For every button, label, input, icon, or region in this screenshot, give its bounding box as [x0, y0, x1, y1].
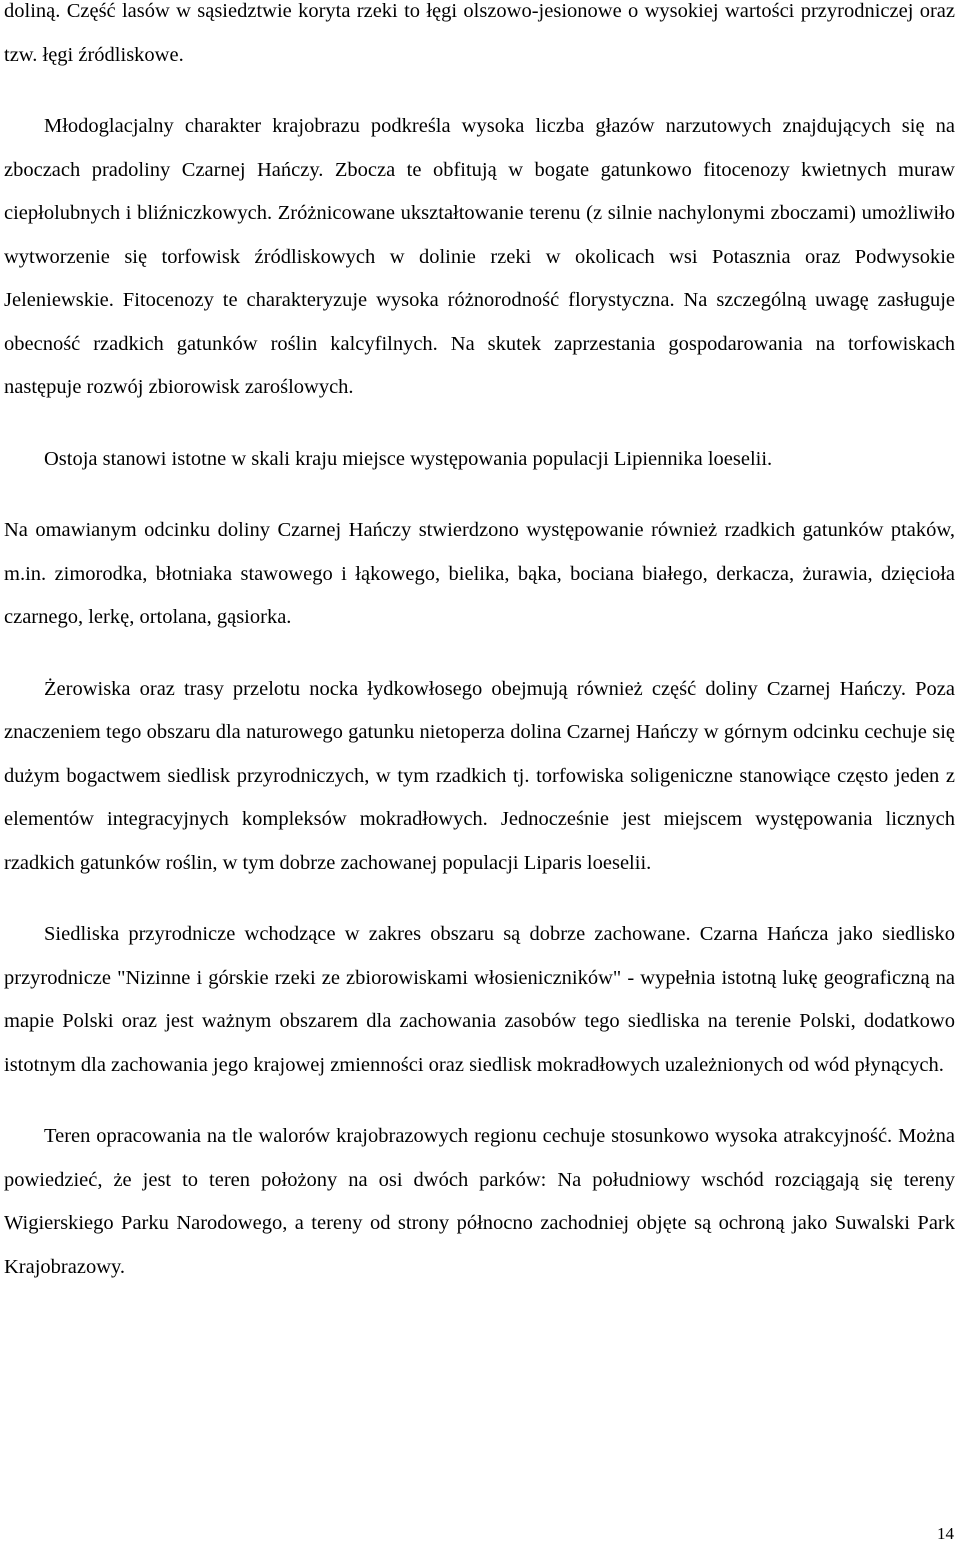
paragraph-landscape: Młodoglacjalny charakter krajobrazu podkreśla wysoka liczba głazów narzutowych znajdujących się na zboczach pradoliny Czarnej Hańczy. Zbocza te obfitują w bogate gatunkowo fitocenozy kwietnych muraw ciepłolubnych i bliźniczkowych. Zróżnicowane ukształtowanie terenu (z silnie nachylonymi zboczami) umożliwiło wytworzenie się torfowisk źródliskowych w dolinie rzeki w okolicach wsi Potasznia oraz Podwysokie Jeleniewskie. Fitocenozy te charakteryzuje wysoka różnorodność florystyczna. Na szczególną uwagę zasługuje obecność rzadkich gatunków roślin kalcyfilnych. Na skutek zaprzestania gospodarowania na torfowiskach następuje rozwój zbiorowisk zaroślowych.: [4, 115, 955, 398]
paragraph-gap: [4, 640, 955, 668]
document-page: [4, 0, 955, 1289]
paragraph-gap: [4, 885, 955, 913]
paragraph-gap: [4, 1087, 955, 1115]
paragraph-bats: Żerowiska oraz trasy przelotu nocka łydkowłosego obejmują również część doliny Czarnej Hańczy. Poza znaczeniem tego obszaru dla naturowego gatunku nietoperza dolina Czarnej Hańczy w górnym odcinku cechuje się dużym bogactwem siedlisk przyrodniczych, w tym rzadkich tj. torfowiska soligeniczne stanowiące często jeden z elementów integracyjnych kompleksów mokradłowych. Jednocześnie jest miejscem występowania licznych rzadkich gatunków roślin, w tym dobrze zachowanej populacji Liparis loeselii.: [4, 677, 955, 874]
paragraph-gap: [4, 481, 955, 509]
paragraph-attractiveness: Teren opracowania na tle walorów krajobrazowych regionu cechuje stosunkowo wysoka atrakcyjność. Można powiedzieć, że jest to teren położony na osi dwóch parków: Na południowy wschód rozciągają się tereny Wigierskiego Parku Narodowego, a tereny od strony północno zachodniej objęte są ochroną jako Suwalski Park Krajobrazowy.: [4, 1125, 955, 1278]
paragraph-continuation: doliną. Część lasów w sąsiedztwie koryta rzeki to łęgi olszowo-jesionowe o wysokiej wartości przyrodniczej oraz tzw. łęgi źródliskowe.: [4, 0, 955, 66]
paragraph-birds: Na omawianym odcinku doliny Czarnej Hańczy stwierdzono występowanie również rzadkich gatunków ptaków, m.in. zimorodka, błotniaka stawowego i łąkowego, bielika, bąka, bociana białego, derkacza, żurawia, dzięcioła czarnego, lerkę, ortolana, gąsiorka.: [4, 519, 955, 628]
page-number: 14: [937, 1524, 954, 1543]
paragraph-gap: [4, 77, 955, 105]
paragraph-habitats: Siedliska przyrodnicze wchodzące w zakres obszaru są dobrze zachowane. Czarna Hańcza jako siedlisko przyrodnicze "Nizinne i górskie rzeki ze zbiorowiskami włosieniczników" - wypełnia istotną lukę geograficzną na mapie Polski oraz jest ważnym obszarem dla zachowania zasobów tego siedliska na terenie Polski, dodatkowo istotnym dla zachowania jego krajowej zmienności oraz siedlisk mokradłowych uzależnionych od wód płynących.: [4, 923, 955, 1076]
paragraph-refuge: Ostoja stanowi istotne w skali kraju miejsce występowania populacji Lipiennika loeselii.: [44, 447, 773, 470]
paragraph-gap: [4, 410, 955, 438]
